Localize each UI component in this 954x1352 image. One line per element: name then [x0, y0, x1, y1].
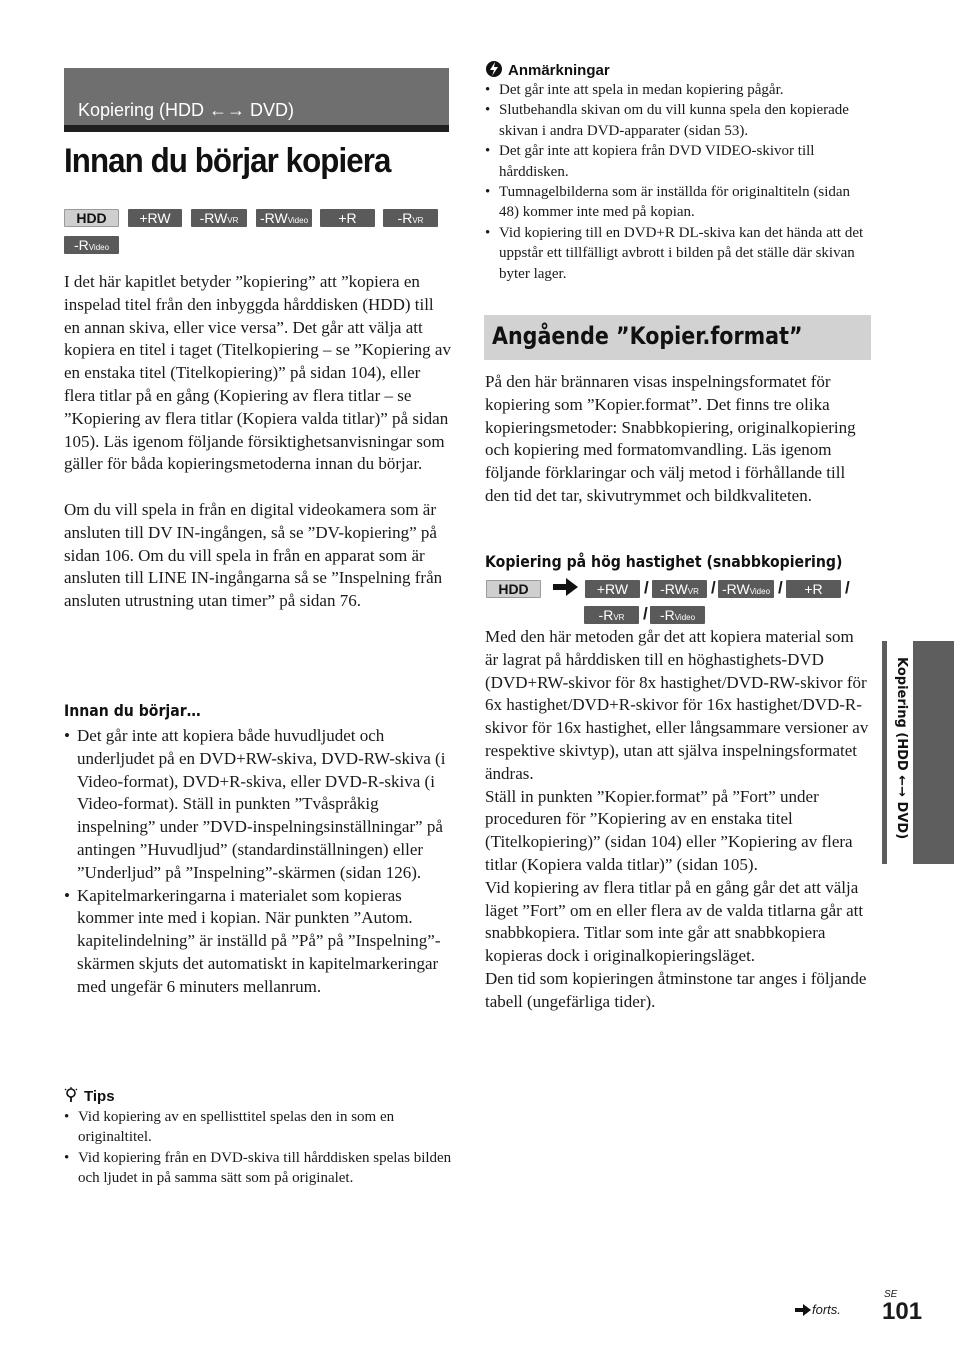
notes-heading-row: [485, 60, 610, 82]
list-item: • Det går inte att kopiera från DVD VIDEO-skivor till hårddisken.: [485, 141, 870, 182]
tips-list: [64, 1107, 456, 1189]
fast-copy-text: [485, 626, 871, 1014]
list-item: • Kapitelmarkeringarna i materialet som kopieras kommer inte med i kopian. När punkten ”Autom. kapitelindelning” är inställd på ”På” på ”Inspelning”-skärmen skjuts det automatiskt in kapitelmarkeringar med ungefär 6 minuters mellanrum.: [64, 885, 452, 999]
notes-list: [485, 80, 870, 284]
notes-icon: [485, 60, 503, 82]
before-heading: Innan du börjar…: [64, 701, 201, 720]
fast-copy-heading: Kopiering på hög hastighet (snabbkopiering): [485, 552, 843, 571]
badge-hdd: HDD: [64, 209, 119, 227]
badge-rw-video: -RWVideo: [256, 209, 312, 227]
badge-rw-vr: -RWVR: [652, 580, 707, 598]
separator: /: [778, 578, 783, 597]
intro-paragraph-2: Om du vill spela in från en digital videokamera som är ansluten till DV IN-ingången, så se ”DV-kopiering” på sidan 106. Om du vill spela in från en apparat som är ansluten till LINE IN-ingångarna så se ”Inspelning från ansluten utrustning utan timer” på sidan 76.: [64, 499, 443, 611]
language-code: SE: [884, 1289, 898, 1300]
badge-r-video: -RVideo: [64, 236, 119, 254]
list-item: • Vid kopiering av en spellisttitel spelas den in som en originaltitel.: [64, 1107, 456, 1148]
badge-plus-r: +R: [786, 580, 841, 598]
list-item: • Det går inte att kopiera både huvudljudet och underljudet på en DVD+RW-skiva, DVD-RW-skiva (i Video-format), DVD+R-skiva, eller DVD-R-skiva (i Video-format). Ställ in punkten ”Tvåspråkig inspelning” under ”DVD-inspelningsinställningar” på antingen ”Huvudljud” (standardinställningen) eller ”Underljud” på ”Inspelning”-skärmen (sidan 126).: [64, 725, 452, 885]
list-item: • Tumnagelbilderna som är inställda för originaltiteln (sidan 48) kommer inte med på kopian.: [485, 182, 870, 223]
badge-plus-rw: +RW: [128, 209, 182, 227]
badge-r-vr: -RVR: [383, 209, 438, 227]
badge-r-vr: -RVR: [584, 606, 639, 624]
separator: /: [644, 578, 649, 597]
separator: /: [711, 578, 716, 597]
chapter-header: [64, 68, 449, 132]
list-item: • Vid kopiering till en DVD+R DL-skiva kan det hända att det uppstår ett tillfälligt avbrott i bilden på det ställe där skivan byter lager.: [485, 223, 870, 284]
tips-heading-row: [64, 1087, 115, 1107]
section-heading: Angående ”Kopier.format”: [492, 322, 803, 350]
intro-text: [64, 271, 452, 613]
before-list: [64, 725, 452, 999]
chapter-label: Kopiering (HDD ←→ DVD): [78, 100, 295, 120]
list-item: • Det går inte att spela in medan kopiering pågår.: [485, 80, 870, 100]
page-title: Innan du börjar kopiera: [64, 142, 391, 180]
list-item: • Vid kopiering från en DVD-skiva till hårddisken spelas bilden och ljudet in på samma sätt som på originalet.: [64, 1148, 456, 1189]
badge-rw-video: -RWVideo: [718, 580, 774, 598]
format-intro: På den här brännaren visas inspelningsformatet för kopiering som ”Kopier.format”. Det finns tre olika kopieringsmetoder: Snabbkopiering, originalkopiering och kopiering med formatomvandling. Läs igenom följande förklaringar och välj metod i förhållande till den tid det tar, skivutrymmet och bildkvaliteten.: [485, 372, 856, 505]
badge-rw-vr: -RWVR: [191, 209, 247, 227]
arrow-right-icon: [553, 578, 579, 601]
side-tab-label: Kopiering (HDD ←→ DVD): [890, 655, 910, 859]
arrow-right-icon: [795, 1303, 811, 1321]
separator: /: [643, 604, 648, 623]
notes-heading: Anmärkningar: [508, 62, 610, 79]
badge-plus-rw: +RW: [585, 580, 640, 598]
continued-label: forts.: [812, 1302, 841, 1317]
badge-r-video: -RVideo: [650, 606, 705, 624]
badge-hdd: HDD: [486, 580, 541, 598]
section-heading-box: [484, 315, 871, 360]
tips-heading: Tips: [84, 1088, 115, 1105]
fast-paragraph-4: Den tid som kopieringen åtminstone tar anges i följande tabell (ungefärliga tider).: [485, 968, 867, 1011]
fast-paragraph-3: Vid kopiering av flera titlar på en gång går det att välja läget ”Fort” om en eller flera av de valda titlarna går att snabbkopiera. Titlar som inte går att snabbkopiera kopieras dock i originalkopieringsläget.: [485, 877, 864, 966]
lightbulb-icon: [64, 1087, 78, 1107]
intro-paragraph-1: I det här kapitlet betyder ”kopiering” att ”kopiera en inspelad titel från den inbyggda hårddisken (HDD) till en annan skiva, eller vice versa”. Det går att välja att kopiera en titel i taget (Titelkopiering – se ”Kopiering av en enstaka titel (Titelkopiering)” på sidan 104), eller flera titlar på en gång (Kopiering av flera titlar – se ”Kopiering av flera titlar (Kopiera valda titlar)” på sidan 105). Läs igenom följande försiktighetsanvisningar som gäller för båda kopieringsmetoderna innan du börjar.: [64, 272, 451, 474]
fast-paragraph-1: Med den här metoden går det att kopiera material som är lagrat på hårddisken till en höghastighets-DVD (DVD+RW-skivor för 8x hastighet/DVD-RW-skivor för 6x hastighet/DVD+R-skivor för 16x hastighet/DVD-R-skivor för 16x hastighet, eller långsammare versioner av respektive skivtyp), utan att själva inspelningsformatet ändras.: [485, 627, 869, 783]
separator: /: [845, 578, 850, 597]
fast-paragraph-2: Ställ in punkten ”Kopier.format” på ”Fort” under proceduren för ”Kopiering av en enstaka titel (Titelkopiering)” (sidan 104) eller ”Kopiering av flera titlar (Kopiera valda titlar)” (sidan 105).: [485, 786, 853, 874]
list-item: • Slutbehandla skivan om du vill kunna spela den kopierade skivan i andra DVD-apparater (sidan 53).: [485, 100, 870, 141]
badge-plus-r: +R: [320, 209, 375, 227]
page-number: 101: [882, 1298, 923, 1325]
